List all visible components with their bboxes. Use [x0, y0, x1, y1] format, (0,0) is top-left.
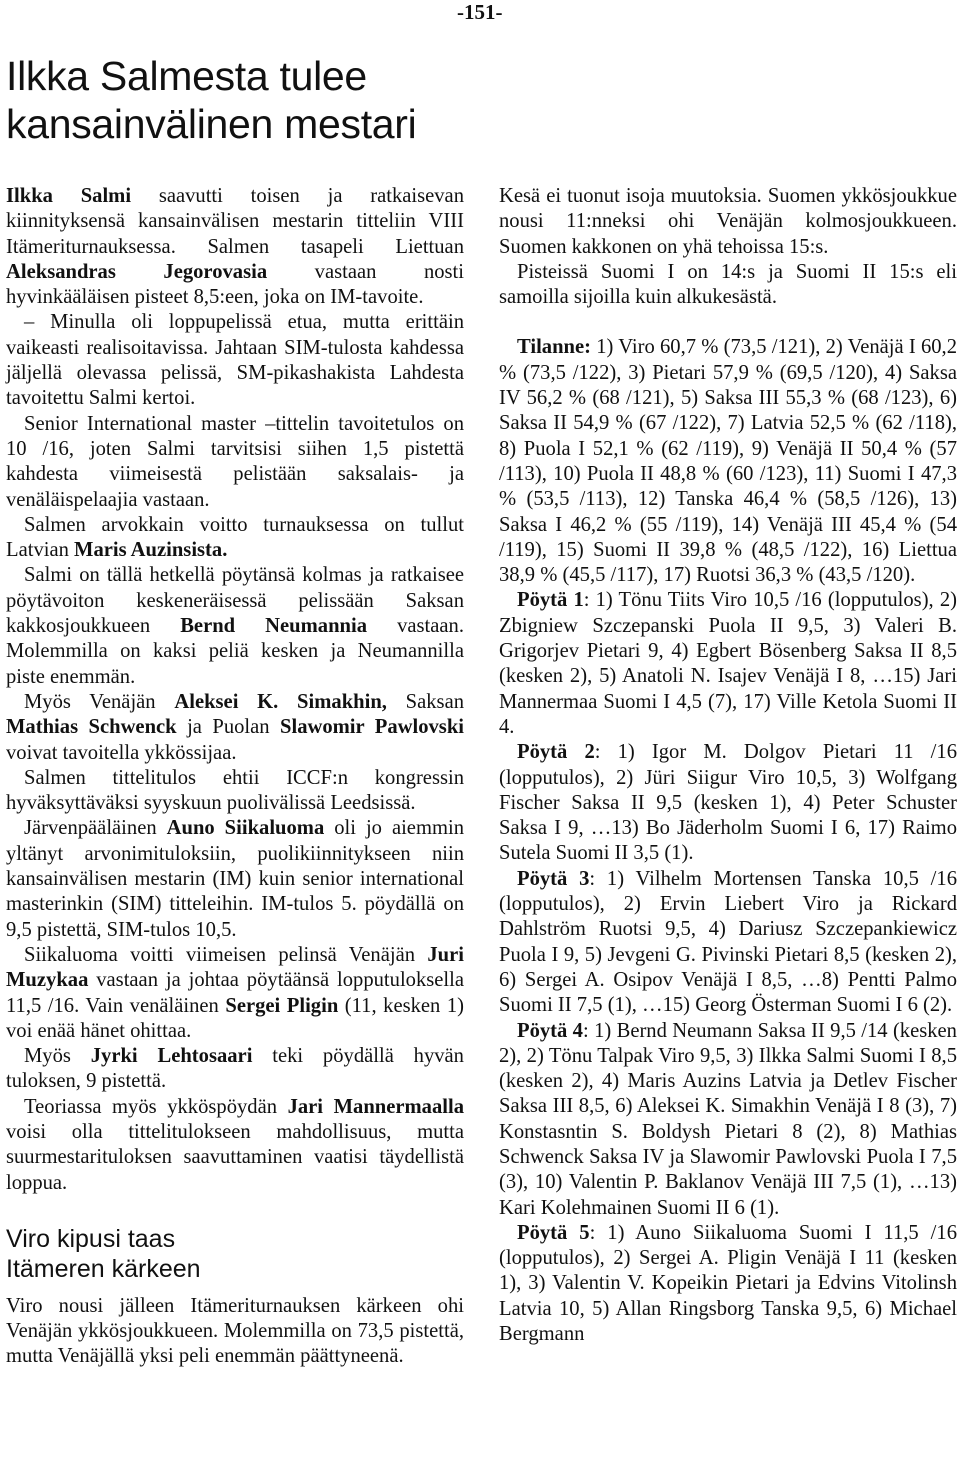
board-results [499, 588, 957, 740]
paragraph-text: Myös Venäjän [24, 690, 175, 713]
paragraph-text: ja Puolan [176, 716, 281, 739]
board-results-text: : 1) Auno Siikaluoma Suomi I 11,5 /16 (lopputulos), 2) Sergei A. Pligin Venäjä I 11 (kesken 1), 3) Valentin V. Kopeikin Pietari ja Edvins Vitolinsh Latvia 10, 5) Allan Ringsborg Tanska 9,5, 6) Michael Bergmann [499, 1221, 957, 1346]
person-name: Slawomir Pawlovski [280, 716, 464, 739]
paragraph-text: vastaan ja johtaa pöytäänsä lopputuloksella 11,5 /16. Vain venäläinen [6, 969, 464, 1017]
page-title-line-1: Ilkka Salmesta tulee [6, 53, 367, 99]
standings-label: Tilanne: [517, 336, 592, 359]
paragraph: – Minulla oli loppupelissä etua, mutta erittäin vaikeasti realisoitavissa. Jahtaan SIM-tulosta kahdessa jäljellä olevassa pelissä, SM-pikashakista Lahdesta tavoitettu Salmi kertoi. [6, 311, 464, 410]
standings-paragraph [499, 335, 957, 588]
standings-text: 1) Viro 60,7 % (73,5 /121), 2) Venäjä I 60,2 % (73,5 /122), 3) Pietari 57,9 % (69,5 /120), 4) Saksa IV 56,2 % (68 /121), 5) Saksa III 55,3 % (68 /123), 6) Saksa II 54,9 % (67 /122), 7) Latvia 52,5 % (62 /118), 8) Puola I 52,1 % (62 /119), 9) Venäjä II 50,4 % (57 /113), 10) Puola II 48,8 % (60 /123), 11) Suomi I 47,3 % (53,5 /113), 12) Tanska 46,4 % (58,5 /126), 13) Saksa I 46,2 % (55 /119), 14) Venäjä III 45,4 % (54 /119), 15) Suomi II 39,8 % (48,5 /122), 16) Liettua 38,9 % (45,5 /117), 17) Ruotsi 36,3 % (43,5 /120). [499, 336, 957, 587]
paragraph-text: vastaan nosti hyvinkääläisen pisteet 8,5:een, joka on IM-tavoite. [6, 260, 464, 309]
paragraph-text: saavutti toisen ja ratkaisevan kiinnityksensä kansainvälisen mestarin titteliin VIII Itämeriturnauksessa. Salmen tasapeli Liettuan [6, 185, 464, 258]
paragraph: Pisteissä Suomi I on 14:s ja Suomi II 15:s eli samoilla sijoilla kuin alkukesästä. [499, 260, 957, 309]
person-name: Juri Muzykaa [6, 943, 464, 992]
board-results-text: : 1) Igor M. Dolgov Pietari 11 /16 (lopputulos), 2) Jüri Siigur Viro 10,5, 3) Wolfgang Fischer Saksa II 9,5 (kesken 1), 4) Peter Schuster Saksa I 9, …13) Bo Jäderholm Suomi I 6, 17) Raimo Sutela Suomi II 3,5 (1). [499, 741, 957, 865]
paragraph [6, 513, 464, 564]
paragraph [6, 943, 464, 1044]
page-number: -151- [457, 0, 503, 24]
paragraph-text: Saksan [386, 690, 465, 713]
board-label: Pöytä 4 [517, 1019, 583, 1042]
paragraph-text: voisi olla tittelitulokseen mahdollisuus, mutta suurmestarituloksen saavuttaminen vaatisi täydellistä loppua. [6, 1120, 464, 1194]
person-name: Mathias Schwenck [6, 716, 177, 739]
person-name: Aleksei K. Simakhin, [174, 690, 387, 713]
person-name: Maris Auzinsista. [74, 539, 228, 562]
paragraph-text: Salmen arvokkain voitto turnauksessa on tullut Latvian [6, 513, 464, 562]
board-results [499, 867, 957, 1019]
board-results [499, 1019, 957, 1221]
person-name: Jari Mannermaalla [287, 1095, 464, 1118]
paragraph: Viro nousi jälleen Itämeriturnauksen kärkeen ohi Venäjän ykkösjoukkueen. Molemmilla on 73,5 pistettä, mutta Venäjällä yksi peli enemmän päättyneenä. [6, 1294, 464, 1368]
paragraph: Kesä ei tuonut isoja muutoksia. Suomen ykkösjoukkue nousi 11:nneksi ohi Venäjän kolmosjoukkueen. Suomen kakkonen on yhä tehoissa 15:s. [499, 185, 957, 258]
paragraph [6, 816, 464, 942]
paragraph [6, 1095, 464, 1196]
paragraph [6, 563, 464, 689]
person-name: Jyrki Lehtosaari [90, 1045, 253, 1068]
paragraph [6, 184, 464, 310]
article-right-column [499, 184, 957, 1347]
paragraph-text: Myös [24, 1045, 91, 1068]
section-heading [6, 1224, 464, 1284]
person-name: Auno Siikaluoma [166, 817, 325, 840]
board-label: Pöytä 5 [517, 1221, 590, 1244]
paragraph-text: (11, kesken 1) voi enää hänet ohittaa. [6, 994, 464, 1042]
board-results-text: : 1) Tönu Tiits Viro 10,5 /16 (lopputulos), 2) Zbigniew Szczepanski Puola II 9,5, 3) Valeri B. Grigorjev Pietari 9, 4) Egbert Bösenberg Saksa II 8,5 (kesken 2), 5) Anatoli N. Isajev Venäjä I 8, …15) Jari Mannermaa Suomi I 4,5 (7), 17) Ville Ketola Suomi II 4. [499, 589, 957, 738]
paragraph-text: Järvenpääläinen [24, 817, 167, 840]
article-left-column [6, 184, 464, 1370]
paragraph-text: voivat tavoitella ykkössijaa. [6, 741, 237, 764]
board-results-text: : 1) Vilhelm Mortensen Tanska 10,5 /16 (lopputulos), 2) Ervin Liebert Viro ja Rickard Dahlström Ruotsi 9,5, 4) Dariusz Szczepankiewicz Puola I 9, 5) Jevgeni G. Pivinski Pietari 8,5 (kesken 2), 6) Sergei A. Osipov Venäjä I 8,5, …8) Pentti Palmo Suomi II 7,5 (1), …15) Georg Österman Suomi I 6 (2). [499, 867, 957, 1017]
paragraph: Senior International master –tittelin tavoitetulos on 10 /16, joten Salmi tarvitsisi siihen 1,5 pistettä kahdesta viimeisestä pelistään saksalais- ja venäläispelaajia vastaan. [6, 412, 464, 511]
section-heading-line-2: Itämeren kärkeen [6, 1254, 201, 1283]
section-heading-line-1: Viro kipusi taas [6, 1224, 176, 1253]
board-results [499, 1221, 957, 1347]
person-name: Bernd Neumannia [180, 615, 368, 638]
paragraph-text: Salmi on tällä hetkellä pöytänsä kolmas ja ratkaisee pöytävoiton keskeneräisessä pelissään Saksan kakkosjoukkueen [6, 564, 464, 638]
board-results-text: : 1) Bernd Neumann Saksa II 9,5 /14 (kesken 2), 2) Tönu Talpak Viro 9,5, 3) Ilkka Salmi Suomi I 8,5 (kesken 2), 4) Maris Auzins Latvia ja Detlev Fischer Saksa III 8,5, 6) Aleksei K. Simakhin Venäjä I 8 (3), 7) Konstasntin S. Boldysh Pietari 8 (2), 8) Mathias Schwenck Saksa IV ja Slawomir Pawlovski Puola I 7,5 (3), 10) Valentin P. Baklanov Venäjä III 7,5 (1), …13) Kari Kolehmainen Suomi II 6 (1). [499, 1019, 957, 1219]
board-label: Pöytä 3 [517, 867, 590, 890]
paragraph-text: oli jo aiemmin yltänyt arvonimituloksiin, puolikiinnitykseen niin kansainvälisen mestarin (IM) kuin senior international masterinkin (SIM) titteleihin. IM-tulos 5. pöydällä on 9,5 pistettä, SIM-tulos 10,5. [6, 817, 464, 941]
paragraph-text: teki pöydällä hyvän tuloksen, 9 pistettä. [6, 1045, 464, 1093]
page-title-line-2: kansainvälinen mestari [6, 101, 417, 147]
paragraph [6, 690, 464, 766]
paragraph-text: vastaan. Molemmilla on kaksi peliä kesken ja Neumannilla piste enemmän. [6, 615, 464, 688]
board-label: Pöytä 1 [517, 589, 584, 612]
person-name: Aleksandras Jegorovasia [6, 260, 268, 283]
paragraph: Salmen tittelitulos ehtii ICCF:n kongressin hyväksyttäväksi syyskuun puolivälissä Leedsissä. [6, 766, 464, 815]
board-results [499, 740, 957, 866]
page-title [6, 52, 566, 148]
paragraph [6, 1044, 464, 1095]
paragraph-text: Siikaluoma voitti viimeisen pelinsä Venäjän [24, 943, 428, 966]
person-name: Ilkka Salmi [6, 185, 132, 207]
paragraph-text: Teoriassa myös ykköspöydän [24, 1095, 288, 1118]
person-name: Sergei Pligin [225, 994, 339, 1017]
board-label: Pöytä 2 [517, 741, 595, 764]
